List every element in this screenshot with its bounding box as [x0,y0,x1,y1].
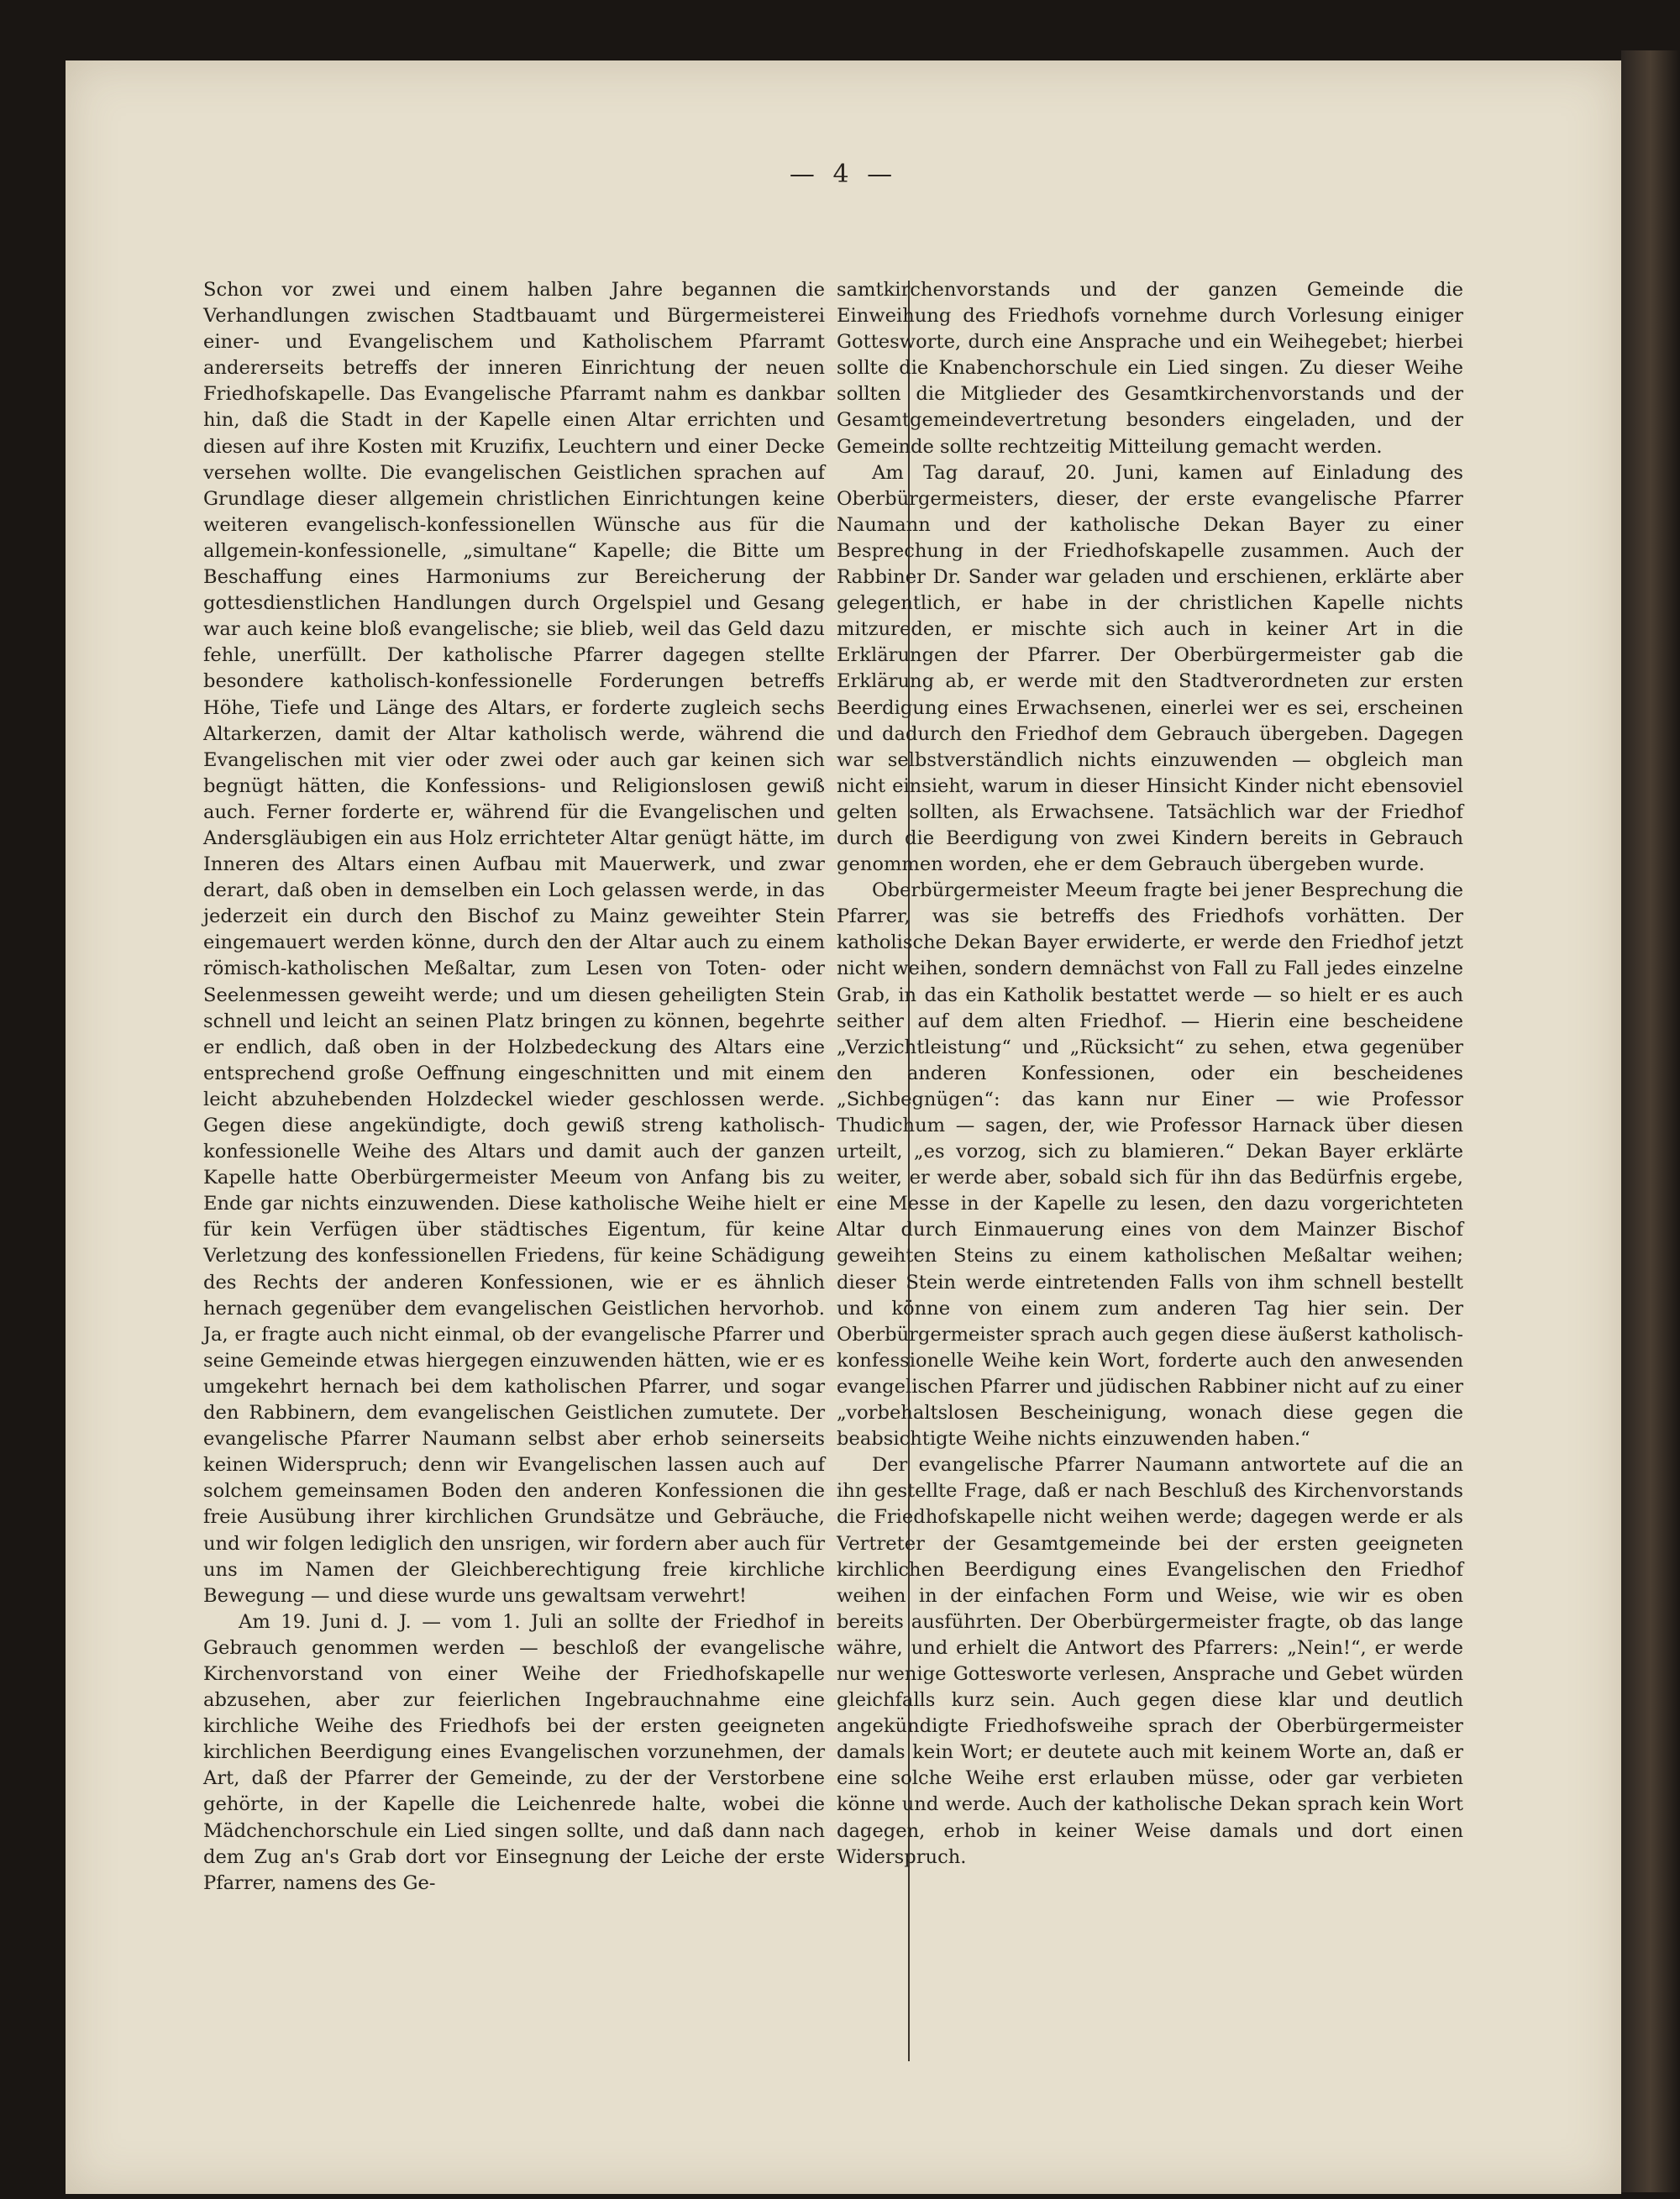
paragraph-5: Oberbürgermeister Meeum fragte bei jener Besprechung die Pfarrer, was sie betreffs des Friedhofs vorhätten. Der katholische Dekan Bayer erwiderte, er werde den Friedhof jetzt nicht weihen, sondern demnächst von Fall zu Fall jedes einzelne Grab, in das ein Katholik bestattet werde — so hielt er es auch seither auf dem alten Friedhof. — Hierin eine bescheidene „Verzichtleistung“ und „Rücksicht“ zu sehen, etwa gegenüber den anderen Konfessionen, oder ein bescheidenes „Sichbegnügen“: das kann nur Einer — wie Professor Thudichum — sagen, der, wie Professor Harnack über diesen urteilt, „es vorzog, sich zu blamieren.“ Dekan Bayer erklärte weiter, er werde aber, sobald sich für ihn das Bedürfnis ergebe, eine Messe in der Kapelle zu lesen, den dazu vorgerichteten Altar durch Einmauerung eines von dem Mainzer Bischof geweihten Steins zu einem katholischen Meßaltar weihen; dieser Stein werde eintretenden Falls von ihm schnell bestellt und könne von einem zum anderen Tag hier sein. Der Oberbürgermeister sprach auch gegen diese äußerst katholisch-konfessionelle Weihe kein Wort, forderte auch den anwesenden evangelischen Pfarrer und jüdischen Rabbiner nicht auf zu einer „vorbehaltslosen Bescheinigung, wonach diese gegen die beabsichtigte Weihe nichts einzuwenden haben.“ [837,879,1463,1451]
paragraph-6: Der evangelische Pfarrer Naumann antwortete auf die an ihn gestellte Frage, daß er nach Beschluß des Kirchenvorstands die Friedhofskapelle nicht weihen werde; dagegen werde er als Vertreter der Gesamtgemeinde bei der ersten geeigneten kirchlichen Beerdigung eines Evangelischen den Friedhof weihen in der einfachen Form und Weise, wie wir es oben bereits ausführten. Der Oberbürgermeister fragte, ob das lange währe, und erhielt die Antwort des Pfarrers: „Nein!“, er werde nur wenige Gottesworte verlesen, Ansprache und Gebet würden gleichfalls kurz sein. Auch gegen diese klar und deutlich angekündigte Friedhofsweihe sprach der Oberbürgermeister damals kein Wort; er deutete auch mit keinem Worte an, daß er eine solche Weihe erst erlauben müsse, oder gar verbieten könne und werde. Auch der katholische Dekan sprach kein Wort dagegen, erhob in keiner Weise damals und dort einen Widerspruch. [837,1454,1463,1868]
paragraph-4: Am Tag darauf, 20. Juni, kamen auf Einladung des Oberbürgermeisters, dieser, der erste evangelische Pfarrer Naumann und der katholische Dekan Bayer zu einer Besprechung in der Friedhofskapelle zusammen. Auch der Rabbiner Dr. Sander war geladen und erschienen, erklärte aber gelegentlich, er habe in der christlichen Kapelle nichts mitzureden, er mischte sich auch in keiner Art in die Erklärungen der Pfarrer. Der Oberbürgermeister gab die Erklärung ab, er werde mit den Stadtverordneten zur ersten Beerdigung eines Erwachsenen, einerlei wer es sei, erscheinen und dadurch den Friedhof dem Gebrauch übergeben. Dagegen war selbstverständlich nichts einzuwenden — obgleich man nicht einsieht, warum in dieser Hinsicht Kinder nicht ebensoviel gelten sollten, als Erwachsene. Tatsächlich war der Friedhof durch die Beerdigung von zwei Kindern bereits in Gebrauch genommen worden, ehe er dem Gebrauch übergeben wurde. [837,461,1463,876]
right-column [837,277,1463,1871]
paragraph-2: Am 19. Juni d. J. — vom 1. Juli an sollte der Friedhof in Gebrauch genommen werden — beschloß der evangelische Kirchenvorstand von einer Weihe der Friedhofskapelle abzusehen, aber zur feierlichen Ingebrauchnahme eine kirchliche Weihe des Friedhofs bei der ersten geeigneten kirchlichen Beerdigung eines Evangelischen vorzunehmen, der Art, daß der Pfarrer der Gemeinde, zu der der Verstorbene gehörte, in der Kapelle die Leichenrede halte, wobei die Mädchenchorschule ein Lied singen sollte, und daß dann nach dem Zug an's Grab dort vor Einsegnung der Leiche der erste Pfarrer, namens des Ge- [203,1610,825,1894]
page-number: — 4 — [789,160,898,189]
paragraph-3: samtkirchenvorstands und der ganzen Gemeinde die Einweihung des Friedhofs vornehme durch Vorlesung einiger Gottesworte, durch eine Ansprache und ein Weihegebet; hierbei sollte die Knabenchorschule ein Lied singen. Zu dieser Weihe sollten die Mitglieder des Gesamtkirchenvorstands und der Gesamtgemeindevertretung besonders eingeladen, und der Gemeinde sollte rechtzeitig Mitteilung gemacht werden. [837,279,1463,458]
paragraph-1: Schon vor zwei und einem halben Jahre begannen die Verhandlungen zwischen Stadtbauamt und Bürgermeisterei einer- und Evangelischem und Katholischem Pfarramt andererseits betreffs der inneren Einrichtung der neuen Friedhofskapelle. Das Evangelische Pfarramt nahm es dankbar hin, daß die Stadt in der Kapelle einen Altar errichten und diesen auf ihre Kosten mit Kruzifix, Leuchtern und einer Decke versehen wollte. Die evangelischen Geistlichen sprachen auf Grundlage dieser allgemein christlichen Einrichtungen keine weiteren evangelisch-konfessionellen Wünsche aus für die allgemein-konfessionelle, „simultane“ Kapelle; die Bitte um Beschaffung eines Harmoniums zur Bereicherung der gottesdienstlichen Handlungen durch Orgelspiel und Gesang war auch keine bloß evangelische; sie blieb, weil das Geld dazu fehle, unerfüllt. Der katholische Pfarrer dagegen stellte besondere katholisch-konfessionelle Forderungen betreffs Höhe, Tiefe und Länge des Altars, er forderte zugleich sechs Altarkerzen, damit der Altar katholisch werde, während die Evangelischen mit vier oder zwei oder auch gar keinen sich begnügt hätten, die Konfessions- und Religionslosen gewiß auch. Ferner forderte er, während für die Evangelischen und Andersgläubigen ein aus Holz errichteter Altar genügt hätte, im Inneren des Altars einen Aufbau mit Mauerwerk, und zwar derart, daß oben in demselben ein Loch gelassen werde, in das jederzeit ein durch den Bischof zu Mainz geweihter Stein eingemauert werden könne, durch den der Altar auch zu einem römisch-katholischen Meßaltar, zum Lesen von Toten- oder Seelenmessen geweiht werde; und um diesen geheiligten Stein schnell und leicht an seinen Platz bringen zu können, begehrte er endlich, daß oben in der Holzbedeckung des Altars eine entsprechend große Oeffnung eingeschnitten und mit einem leicht abzuhebenden Holzdeckel wieder geschlossen werde. Gegen diese angekündigte, doch gewiß streng katholisch-konfessionelle Weihe des Altars und damit auch der ganzen Kapelle hatte Oberbürgermeister Meeum von Anfang bis zu Ende gar nichts einzuwenden. Diese katholische Weihe hielt er für kein Verfügen über städtisches Eigentum, für keine Verletzung des konfessionellen Friedens, für keine Schädigung des Rechts der anderen Konfessionen, wie er es ähnlich hernach gegenüber dem evangelischen Geistlichen hervorhob. Ja, er fragte auch nicht einmal, ob der evangelische Pfarrer und seine Gemeinde etwas hiergegen einzuwenden hätten, wie er es umgekehrt hernach bei dem katholischen Pfarrer, und sogar den Rabbinern, dem evangelischen Geistlichen zumutete. Der evangelische Pfarrer Naumann selbst aber erhob seinerseits keinen Widerspruch; denn wir Evangelischen lassen auch auf solchem gemeinsamen Boden den anderen Konfessionen die freie Ausübung ihrer kirchlichen Grundsätze und Gebräuche, und wir folgen lediglich den unsrigen, wir fordern aber auch für uns im Namen der Gleichberechtigung freie kirchliche Bewegung — und diese wurde uns gewaltsam verwehrt! [203,279,825,1607]
newspaper-page [66,60,1621,2194]
page-edge [1621,50,1680,2192]
left-column [203,277,825,1897]
